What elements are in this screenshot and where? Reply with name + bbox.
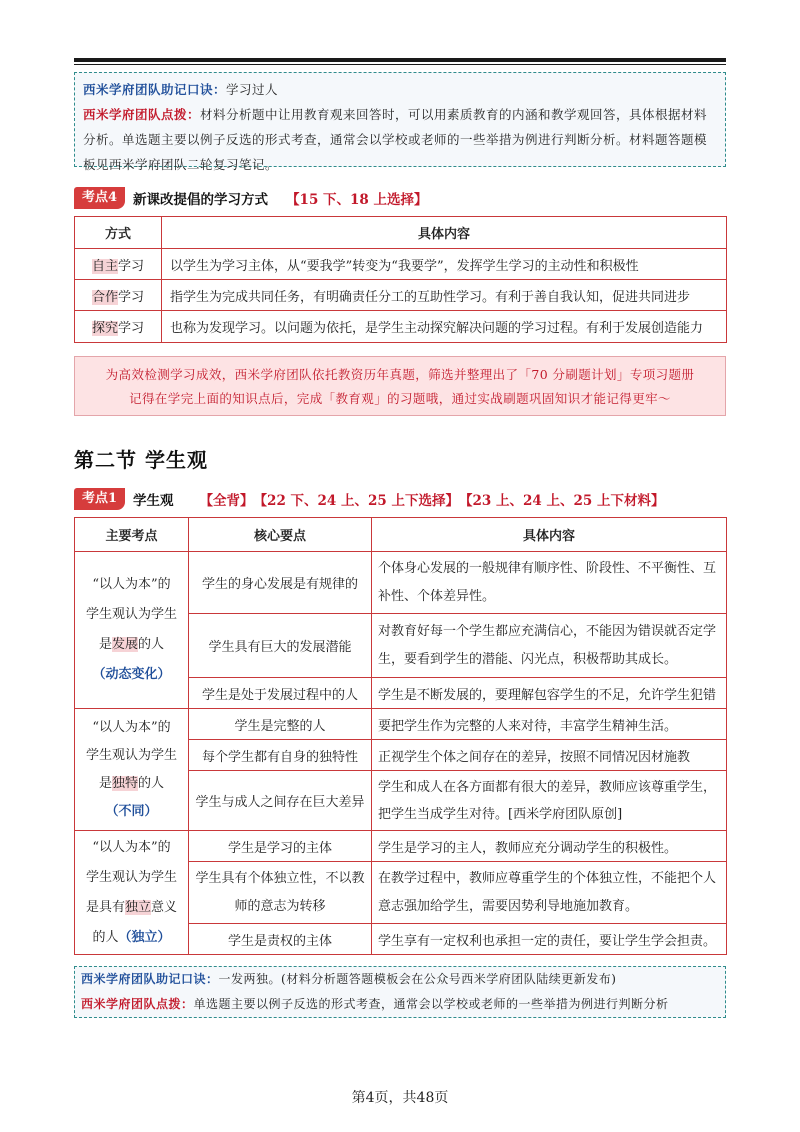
core-point: 学生是完整的人 — [189, 709, 372, 740]
bottom-tip: 西米学府团队点拨：单选题主要以例子反选的形式考查，通常会以学校或老师的一些举措为例进行判断分析 — [81, 997, 669, 1011]
group-line: 学生观认为学生 — [85, 869, 177, 885]
group-suffix: 的人 — [92, 929, 119, 945]
kd1-range-material: 【23 上、24 上、25 上下材料】 — [459, 493, 665, 509]
student-view-table — [74, 517, 727, 955]
top-tip: 西米学府团队点拨：材料分析题中让用教育观来回答时，可以用素质教育的内涵和教学观回答，具体根据材料分析。单选题主要以例子反选的形式考查，通常会以学校或老师的一些举措为例进行判断分析。材料题答题模板见西米学府团队二轮复习笔记。 — [83, 107, 708, 172]
group-prefix: 是 — [98, 775, 112, 791]
top-note-box — [74, 72, 726, 172]
core-point: 学生是处于发展过程中的人 — [189, 678, 372, 709]
table2-header-topic: 主要考点 — [75, 518, 189, 552]
core-point: 学生具有个体独立性，不以教师的意志为转移 — [189, 862, 372, 924]
group-dev-cell — [75, 552, 189, 709]
group-independent-cell — [75, 831, 189, 955]
group-tag: （动态变化） — [92, 667, 171, 682]
group-line: “以人为本”的 — [92, 839, 171, 855]
detail-content: 要把学生作为完整的人来对待，丰富学生精神生活。 — [372, 709, 727, 740]
group-line: “以人为本”的 — [92, 577, 171, 592]
table1-header-content: 具体内容 — [162, 217, 727, 249]
group-line: “以人为本”的 — [92, 719, 171, 735]
kd1-range-all: 【全背】 — [199, 493, 254, 509]
core-point: 学生是学习的主体 — [189, 831, 372, 862]
reminder-line-2: 记得在学完上面的知识点后，完成「教育观」的习题哦，通过实战刷题巩固知识才能记得更牢～ — [129, 391, 671, 406]
kd1-tag: 考点1 — [74, 488, 125, 510]
header-rule-thin — [74, 64, 726, 65]
detail-content: 学生和成人在各方面都有很大的差异，教师应该尊重学生，把学生当成学生对待。[西米学府团队原创] — [372, 771, 727, 831]
table-row — [75, 709, 727, 740]
group-unique-cell — [75, 709, 189, 831]
method-highlight: 合作 — [91, 289, 118, 305]
kd4-tag: 考点4 — [74, 187, 125, 209]
detail-content: 在教学过程中，教师应尊重学生的个体独立性，不能把个人意志强加给学生，需要因势利导地施加教育。 — [372, 862, 727, 924]
method-suffix: 学习 — [118, 321, 145, 336]
method-content: 也称为发现学习。以问题为依托，是学生主动探究解决问题的学习过程。有利于发展创造能力 — [162, 311, 727, 343]
group-highlight: 独立 — [124, 899, 151, 915]
table-row — [75, 311, 727, 343]
bottom-note-box — [74, 966, 726, 1018]
table2-header-content: 具体内容 — [372, 518, 727, 552]
group-line: 学生观认为学生 — [85, 747, 177, 763]
detail-content: 学生是学习的主人，教师应充分调动学生的积极性。 — [372, 831, 727, 862]
section-title: 第二节 学生观 — [74, 448, 208, 472]
table1-header-method: 方式 — [75, 217, 162, 249]
method-suffix: 学习 — [118, 258, 145, 274]
page-number: 第4页，共48页 — [351, 1090, 449, 1106]
bottom-mnemonic: 西米学府团队助记口诀：一发两独。(材料分析题答题模板会在公众号西米学府团队陆续更新发布) — [81, 972, 617, 986]
reminder-line-1: 为高效检测学习成效，西米学府团队依托教资历年真题，筛选并整理出了「70 分刷题计划」专项习题册 — [105, 367, 695, 382]
kd1-heading — [74, 488, 664, 510]
learning-methods-table — [74, 216, 727, 343]
group-prefix: 是具有 — [85, 899, 125, 915]
core-point: 学生是责权的主体 — [189, 924, 372, 955]
group-suffix: 的人 — [138, 637, 165, 652]
table-row — [75, 552, 727, 614]
detail-content: 个体身心发展的一般规律有顺序性、阶段性、不平衡性、互补性、个体差异性。 — [372, 552, 727, 614]
group-suffix: 意义 — [151, 899, 178, 915]
group-prefix: 是 — [98, 637, 112, 652]
method-content: 以学生为学习主体，从“要我学”转变为“我要学”，发挥学生学习的主动性和积极性 — [162, 249, 727, 280]
kd4-heading — [74, 187, 428, 209]
core-point: 学生的身心发展是有规律的 — [189, 552, 372, 614]
core-point: 每个学生都有自身的独特性 — [189, 740, 372, 771]
kd1-title: 学生观 — [133, 493, 174, 509]
detail-content: 学生是不断发展的，要理解包容学生的不足，允许学生犯错 — [372, 678, 727, 709]
core-point: 学生具有巨大的发展潜能 — [189, 614, 372, 678]
kd1-range-select: 【22 下、24 上、25 上下选择】 — [253, 493, 460, 509]
detail-content: 对教育好每一个学生都应充满信心，不能因为错误就否定学生，要看到学生的潜能、闪光点，积极帮助其成长。 — [372, 614, 727, 678]
method-suffix: 学习 — [118, 289, 145, 305]
table-row — [75, 249, 727, 280]
top-mnemonic: 西米学府团队助记口诀：学习过人 — [83, 82, 279, 97]
method-content: 指学生为完成共同任务，有明确责任分工的互助性学习。有利于善自我认知，促进共同进步 — [162, 280, 727, 311]
method-highlight: 自主 — [91, 258, 118, 274]
practice-reminder-box — [74, 356, 726, 416]
detail-content: 正视学生个体之间存在的差异，按照不同情况因材施教 — [372, 740, 727, 771]
table-row — [75, 280, 727, 311]
group-line — [76, 923, 187, 953]
group-tag: （独立） — [118, 929, 171, 945]
group-line — [76, 770, 187, 798]
group-highlight: 独特 — [111, 775, 138, 791]
header-rule-thick — [74, 58, 726, 62]
group-line — [76, 630, 187, 660]
group-tag: （不同） — [105, 803, 158, 819]
group-highlight: 发展 — [111, 637, 138, 652]
method-highlight: 探究 — [91, 321, 118, 336]
core-point: 学生与成人之间存在巨大差异 — [189, 771, 372, 831]
table2-header-point: 核心要点 — [189, 518, 372, 552]
kd4-range: 【15 下、18 上选择】 — [286, 192, 428, 208]
group-line: 学生观认为学生 — [85, 607, 177, 622]
detail-content: 学生享有一定权利也承担一定的责任，要让学生学会担责。 — [372, 924, 727, 955]
group-line — [76, 893, 187, 923]
table-row — [75, 831, 727, 862]
group-suffix: 的人 — [138, 775, 165, 791]
kd4-title: 新课改提倡的学习方式 — [133, 192, 269, 208]
